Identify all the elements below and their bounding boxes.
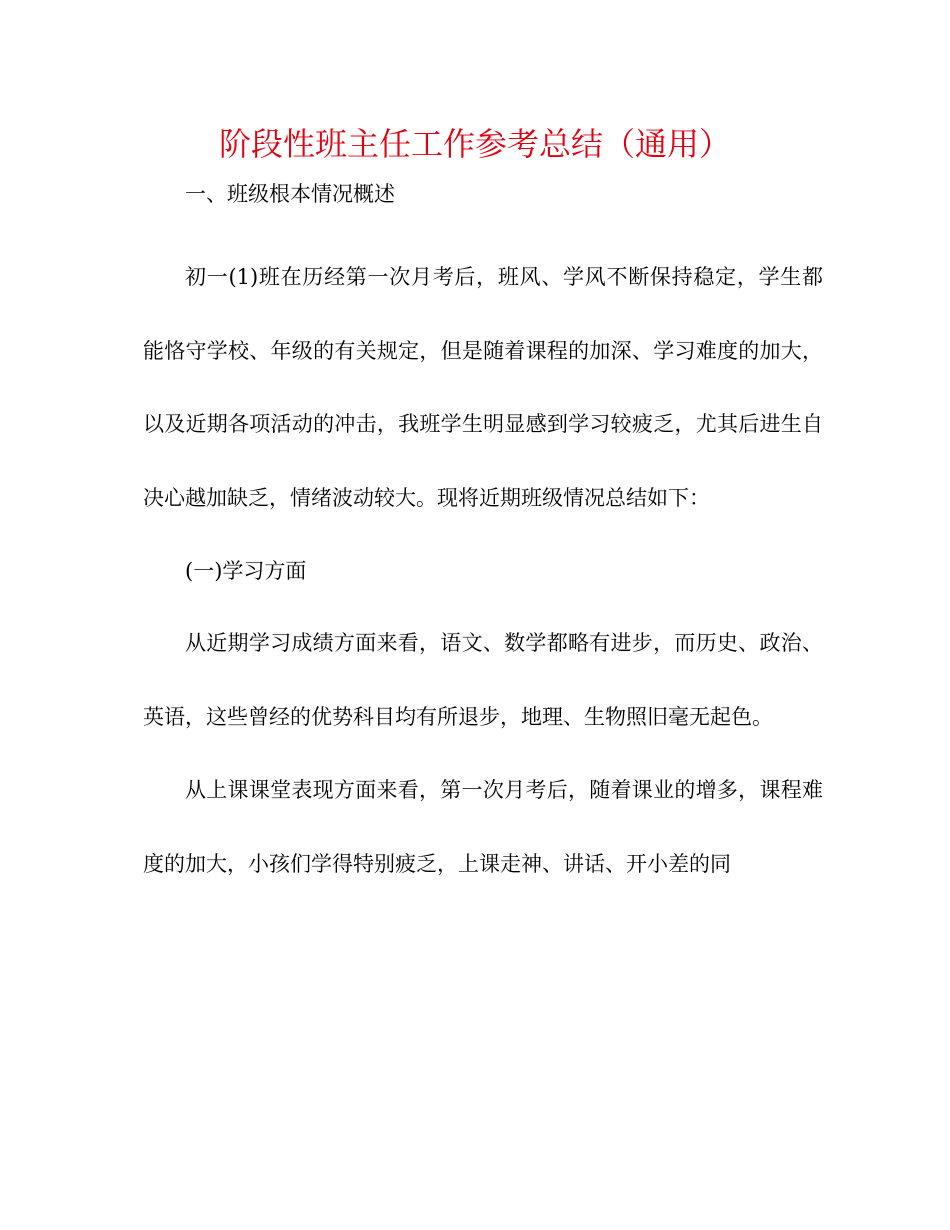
document-body xyxy=(143,170,823,901)
document-title: 阶段性班主任工作参考总结（通用） xyxy=(218,125,731,163)
section-heading: 一、班级根本情况概述 xyxy=(185,182,395,206)
subsection-heading: (一)学习方面 xyxy=(185,559,307,583)
paragraph: 从近期学习成绩方面来看，语文、数学都略有进步，而历史、政治、英语，这些曾经的优势科目均有所退步，地理、生物照旧毫无起色。 xyxy=(143,631,823,729)
paragraph: 初一(1)班在历经第一次月考后，班风、学风不断保持稳定，学生都能恪守学校、年级的有关规定，但是随着课程的加深、学习难度的加大，以及近期各项活动的冲击，我班学生明显感到学习较疲乏，尤其后进生自决心越加缺乏，情绪波动较大。现将近期班级情况总结如下： xyxy=(143,265,823,510)
paragraph: 从上课课堂表现方面来看，第一次月考后，随着课业的增多，课程难度的加大，小孩们学得特别疲乏，上课走神、讲话、开小差的同 xyxy=(143,778,823,876)
